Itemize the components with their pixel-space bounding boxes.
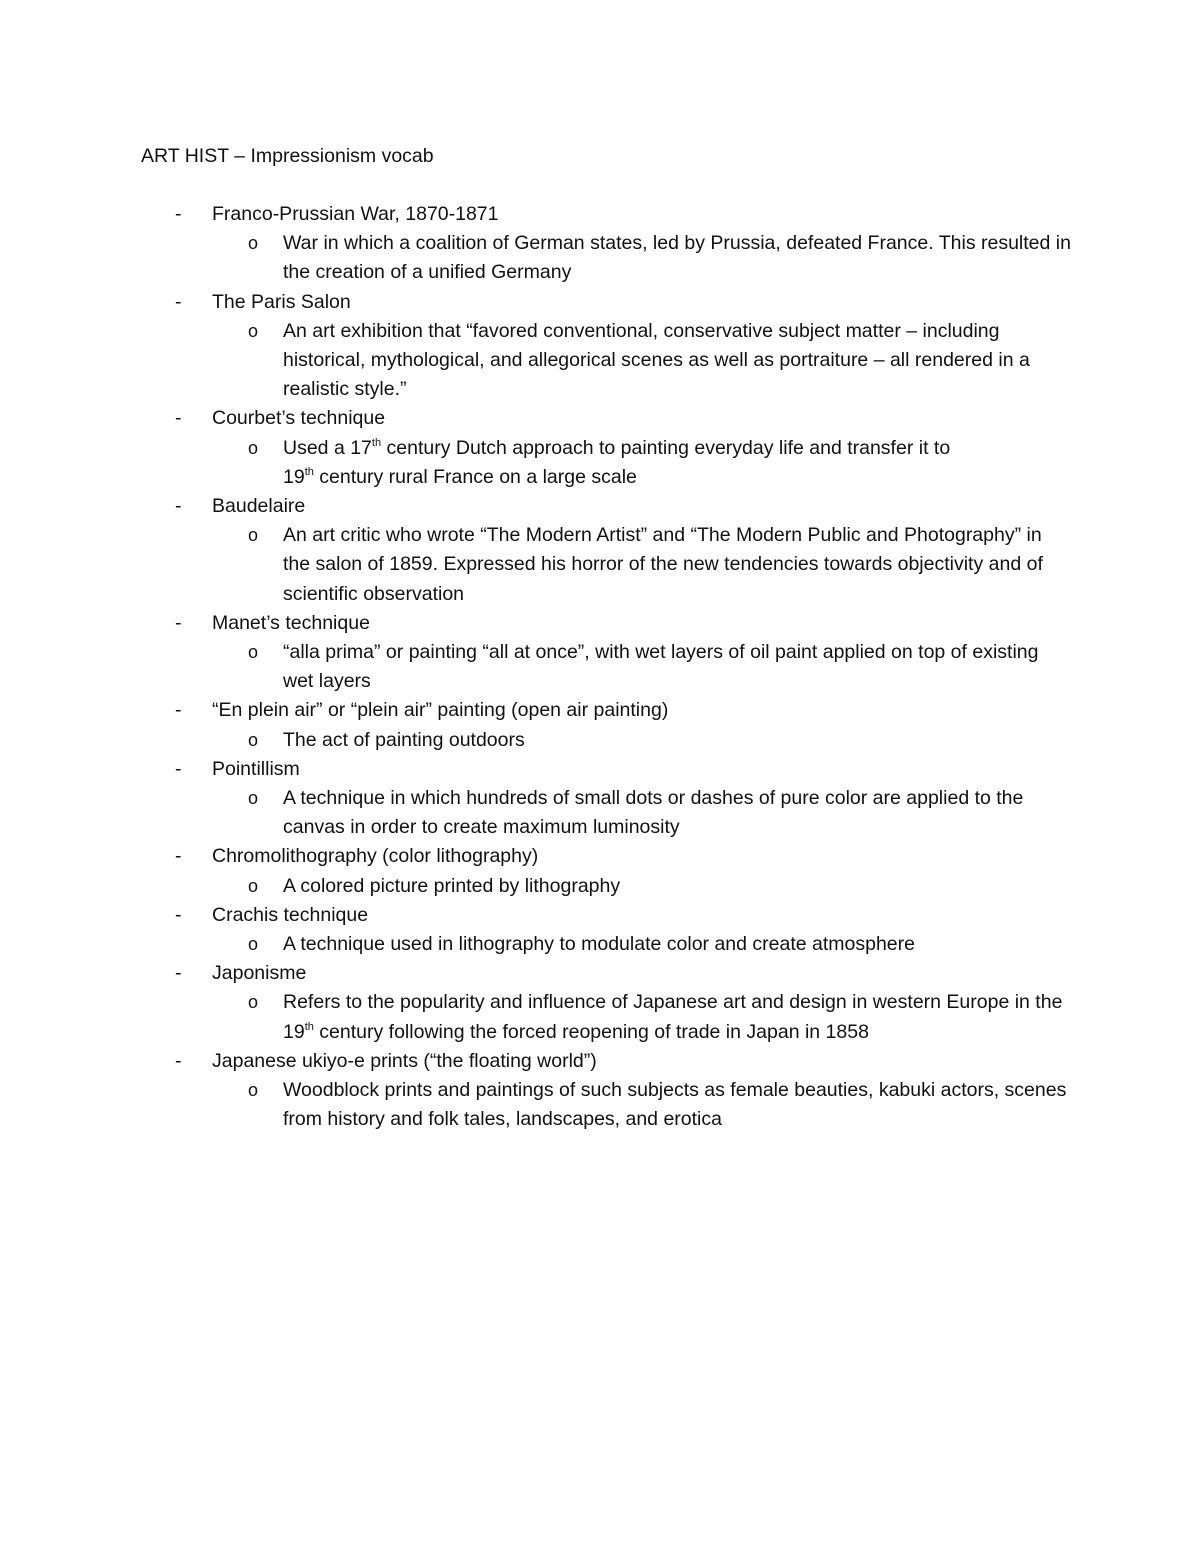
vocab-term: “En plein air” or “plein air” painting (open air painting) [212, 699, 669, 722]
vocab-definition-row [0, 930, 1200, 959]
dash-bullet-icon: - [175, 1049, 182, 1072]
vocab-definition-row [0, 638, 1200, 696]
vocab-term-row [0, 959, 1200, 988]
ordinal-suffix: th [304, 1020, 314, 1033]
vocab-definition [283, 638, 1073, 696]
vocab-term: Baudelaire [212, 494, 306, 517]
vocab-definition [283, 726, 1073, 755]
vocab-term-item [0, 1047, 1200, 1135]
vocab-term-item [0, 959, 1200, 1047]
circle-bullet-icon: o [248, 875, 259, 896]
definition-text: A colored picture printed by lithography [283, 874, 621, 897]
dash-bullet-icon: - [175, 903, 182, 926]
vocab-definition [283, 434, 1073, 492]
circle-bullet-icon: o [248, 437, 259, 458]
circle-bullet-icon: o [248, 641, 259, 662]
definition-text: Used a 17 [283, 436, 372, 459]
definition-text: The act of painting outdoors [283, 728, 525, 751]
vocab-term: Courbet’s technique [212, 407, 386, 430]
dash-bullet-icon: - [175, 962, 182, 985]
vocab-term: The Paris Salon [212, 290, 351, 313]
definition-text: 19 [283, 465, 305, 488]
vocab-definition [283, 930, 1073, 959]
definition-text: century rural France on a large scale [313, 465, 637, 488]
ordinal-suffix: th [371, 436, 382, 449]
vocab-term-row [0, 755, 1200, 784]
vocab-definition [283, 317, 1073, 405]
definition-text: An art critic who wrote “The Modern Artist” and “The Modern Public and Photography” in the salon of 1859. Expressed his horror of the new tendencies towards objectivity and of scientific observation [283, 524, 1043, 605]
vocab-term-row [0, 609, 1200, 638]
vocab-term-item [0, 404, 1200, 492]
circle-bullet-icon: o [248, 525, 259, 546]
definition-text: A technique used in lithography to modulate color and create atmosphere [283, 932, 915, 955]
vocab-definition [283, 1076, 1073, 1134]
vocab-definition-row [0, 317, 1200, 405]
vocab-definition [283, 521, 1073, 609]
vocab-term-item [0, 288, 1200, 405]
vocab-term: Manet’s technique [212, 611, 370, 634]
page-title: ART HIST – Impressionism vocab [141, 145, 434, 167]
circle-bullet-icon: o [248, 933, 259, 954]
vocab-term: Chromolithography (color lithography) [212, 845, 539, 868]
vocab-term: Japonisme [212, 962, 307, 985]
vocab-definition-row [0, 784, 1200, 842]
definition-text: century following the forced reopening of trade in Japan in 1858 [313, 1020, 869, 1043]
vocab-definition-row [0, 988, 1200, 1046]
dash-bullet-icon: - [175, 611, 182, 634]
vocab-definition-row [0, 434, 1200, 492]
vocab-definition [283, 988, 1073, 1046]
circle-bullet-icon: o [248, 1079, 259, 1100]
vocab-term-item [0, 755, 1200, 843]
vocab-term-item [0, 696, 1200, 754]
vocab-term: Pointillism [212, 757, 300, 780]
vocab-term-item [0, 492, 1200, 609]
vocab-definition-row [0, 1076, 1200, 1134]
circle-bullet-icon: o [248, 992, 259, 1013]
dash-bullet-icon: - [175, 290, 182, 313]
vocab-term-item [0, 609, 1200, 697]
vocab-term-item [0, 842, 1200, 900]
vocab-definition [283, 229, 1073, 287]
vocab-list [0, 200, 1200, 1134]
dash-bullet-icon: - [175, 845, 182, 868]
vocab-term-row [0, 842, 1200, 871]
dash-bullet-icon: - [175, 757, 182, 780]
circle-bullet-icon: o [248, 787, 259, 808]
vocab-term: Franco-Prussian War, 1870-1871 [212, 203, 499, 225]
dash-bullet-icon: - [175, 203, 182, 225]
definition-text: “alla prima” or painting “all at once”, with wet layers of oil paint applied on top of existing wet layers [283, 640, 1039, 693]
definition-text: War in which a coalition of German states, led by Prussia, defeated France. This resulted in the creation of a unified Germany [283, 232, 1071, 284]
definition-text: Woodblock prints and paintings of such subjects as female beauties, kabuki actors, scenes from history and folk tales, landscapes, and erotica [283, 1078, 1067, 1131]
circle-bullet-icon: o [248, 320, 259, 341]
circle-bullet-icon: o [248, 233, 259, 254]
vocab-definition [283, 784, 1073, 842]
vocab-term-item [0, 200, 1200, 288]
vocab-term-item [0, 901, 1200, 959]
dash-bullet-icon: - [175, 494, 182, 517]
vocab-term-row [0, 200, 1200, 229]
vocab-term-row [0, 901, 1200, 930]
vocab-term-row [0, 288, 1200, 317]
dash-bullet-icon: - [175, 407, 182, 430]
definition-text: century Dutch approach to painting everyday life and transfer it to [381, 436, 951, 459]
vocab-definition-row [0, 872, 1200, 901]
vocab-term-row [0, 404, 1200, 433]
vocab-definition-row [0, 229, 1200, 287]
definition-text: Refers to the popularity and influence of Japanese art and design in western Europe in the 19 [283, 991, 1063, 1043]
vocab-term: Japanese ukiyo-e prints (“the floating world”) [212, 1049, 597, 1072]
vocab-term: Crachis technique [212, 903, 369, 926]
definition-text: An art exhibition that “favored conventional, conservative subject matter – including historical, mythological, and allegorical scenes as well as portraiture – all rendered in a realistic style.” [283, 319, 1030, 401]
vocab-definition-row [0, 726, 1200, 755]
vocab-term-row [0, 1047, 1200, 1076]
vocab-term-row [0, 696, 1200, 725]
vocab-definition-row [0, 521, 1200, 609]
dash-bullet-icon: - [175, 699, 182, 722]
vocab-term-row [0, 492, 1200, 521]
vocab-definition [283, 872, 1073, 901]
definition-text: A technique in which hundreds of small dots or dashes of pure color are applied to the canvas in order to create maximum luminosity [283, 786, 1024, 839]
ordinal-suffix: th [304, 465, 314, 478]
circle-bullet-icon: o [248, 729, 259, 750]
